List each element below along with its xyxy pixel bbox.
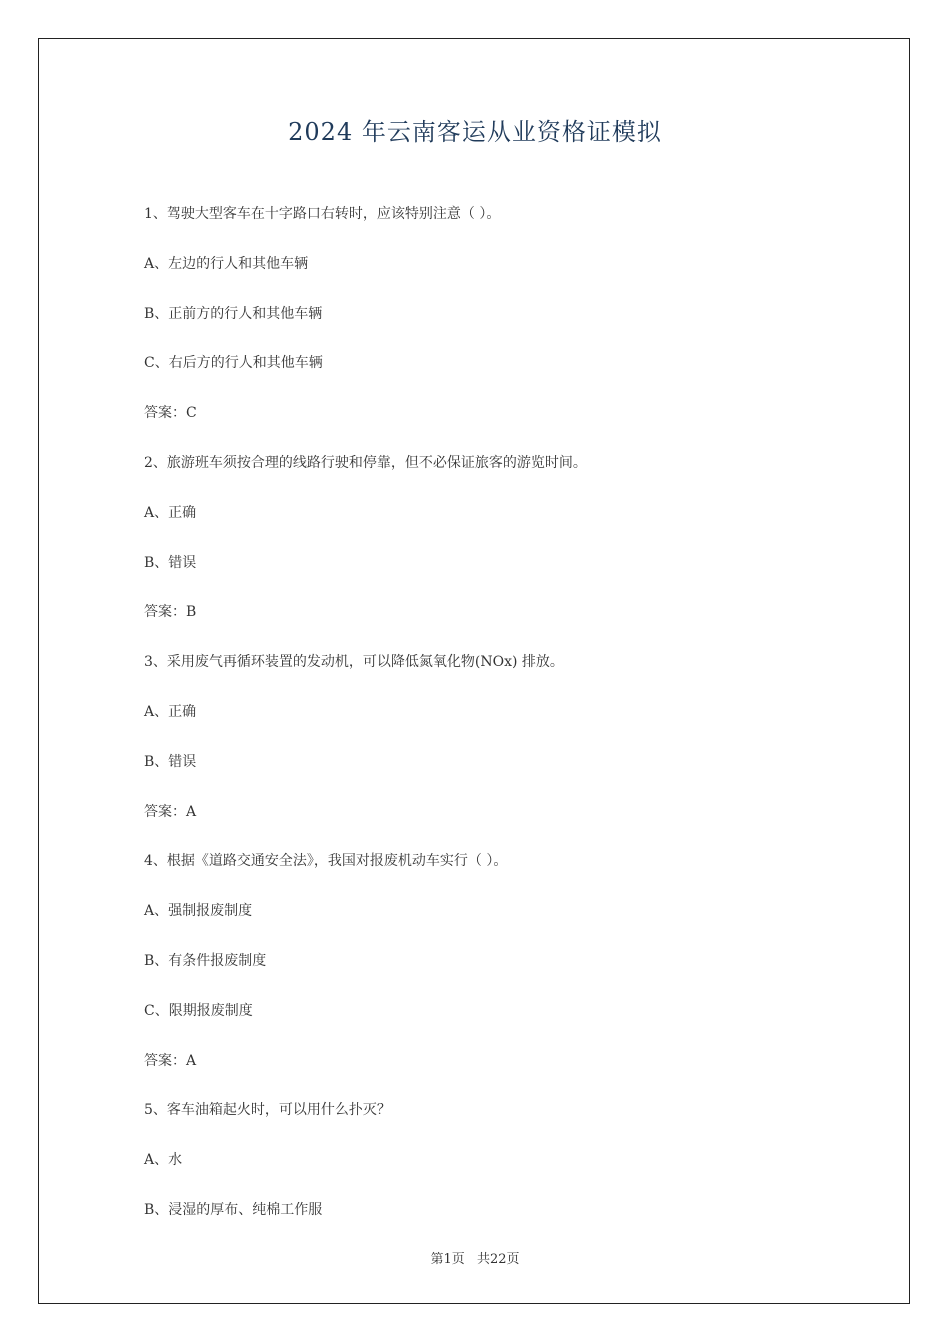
page-total: 共22页 (476, 1252, 520, 1267)
question-line: 5、客车油箱起火时，可以用什么扑灭？ (144, 1102, 391, 1118)
question-line: 3、采用废气再循环装置的发动机，可以降低氮氧化物(NOx) 排放。 (144, 654, 564, 670)
option-line: A、正确 (144, 704, 197, 720)
page-number: 第1页 (430, 1252, 465, 1267)
option-line: B、有条件报废制度 (144, 953, 267, 969)
page-footer (0, 1248, 950, 1267)
answer-line: 答案：C (144, 405, 197, 421)
option-line: C、右后方的行人和其他车辆 (144, 355, 323, 371)
option-line: B、错误 (144, 754, 197, 770)
question-line: 2、旅游班车须按合理的线路行驶和停靠，但不必保证旅客的游览时间。 (144, 455, 587, 471)
answer-line: 答案：A (144, 1053, 197, 1069)
option-line: A、强制报废制度 (144, 903, 253, 919)
question-line: 4、根据《道路交通安全法》，我国对报废机动车实行（ ）。 (144, 853, 508, 869)
option-line: A、正确 (144, 505, 197, 521)
answer-line: 答案：B (144, 604, 197, 620)
option-line: A、左边的行人和其他车辆 (144, 256, 309, 272)
option-line: B、错误 (144, 555, 197, 571)
option-line: C、限期报废制度 (144, 1003, 253, 1019)
option-line: B、浸湿的厚布、纯棉工作服 (144, 1202, 323, 1218)
option-line: A、水 (144, 1152, 183, 1168)
answer-line: 答案：A (144, 804, 197, 820)
option-line: B、正前方的行人和其他车辆 (144, 306, 323, 322)
question-line: 1、驾驶大型客车在十字路口右转时，应该特别注意（ ）。 (144, 206, 501, 222)
document-title: 2024 年云南客运从业资格证模拟 (288, 118, 662, 146)
